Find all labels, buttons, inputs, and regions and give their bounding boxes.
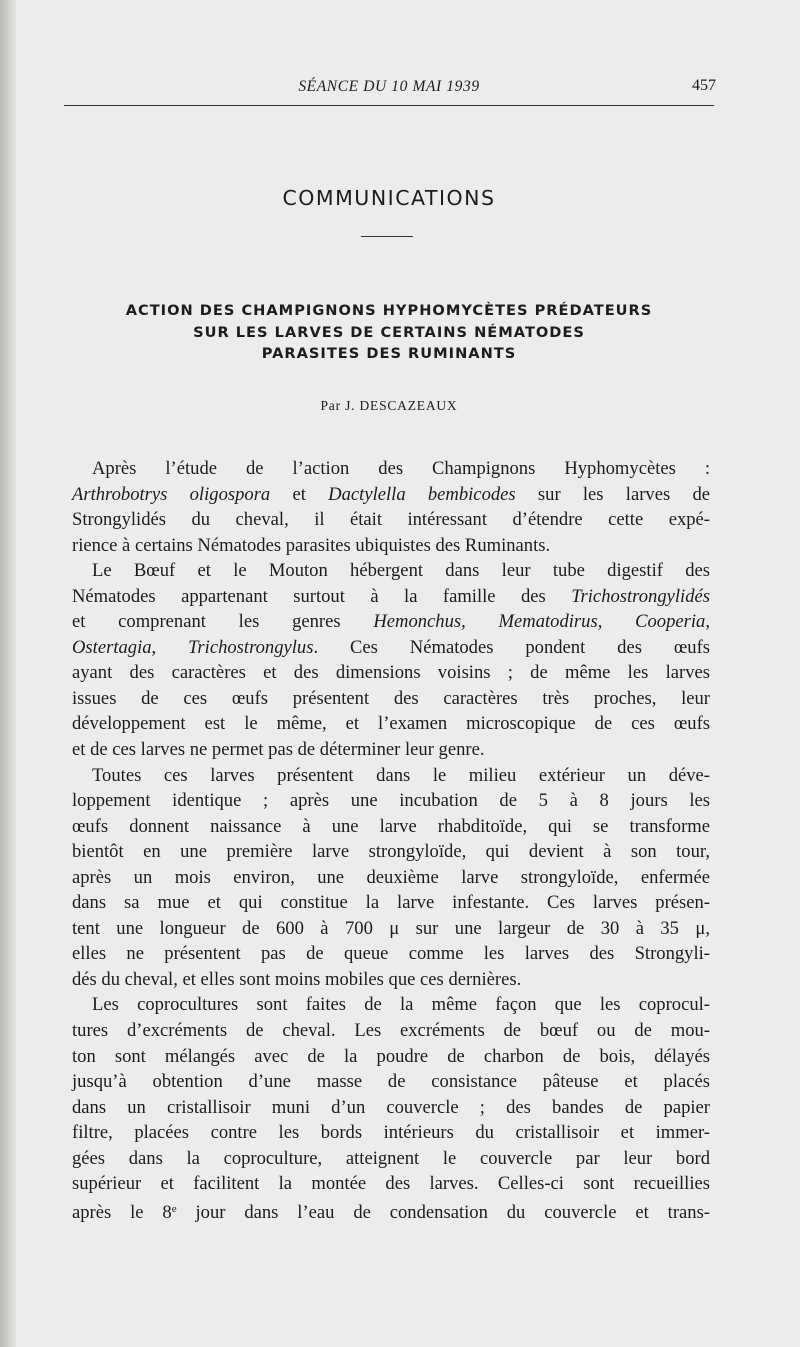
- article-body: [72, 456, 710, 1222]
- text-line: et de ces larves ne permet pas de déterminer leur genre.: [72, 739, 485, 761]
- text-line: dés du cheval, et elles sont moins mobiles que ces dernières.: [72, 968, 522, 990]
- text-line: jusqu’à obtention d’une masse de consistance pâteuse et placés: [72, 1071, 710, 1093]
- genus-name: Cooperia: [635, 611, 706, 633]
- text-run: Nématodes appartenant surtout à la famille des: [72, 585, 572, 607]
- text-line: ton sont mélangés avec de la poudre de charbon de bois, délayés: [72, 1045, 710, 1067]
- article-title-line: SUR LES LARVES DE CERTAINS NÉMATODES: [193, 323, 585, 341]
- article-title-line: ACTION DES CHAMPIGNONS HYPHOMYCÈTES PRÉDATEURS: [125, 302, 653, 319]
- text-run: jour dans l’eau de condensation du couvercle et trans-: [176, 1201, 711, 1223]
- text-line: issues de ces œufs présentent des caractères très proches, leur: [72, 687, 710, 709]
- text-run: ,: [151, 636, 189, 658]
- genus-name: Trichostrongylus: [188, 636, 314, 658]
- text-line: supérieur et facilitent la montée des larves. Celles-ci sont recueillies: [72, 1173, 710, 1195]
- text-line: Après l’étude de l’action des Champignons Hyphomycètes :: [92, 458, 710, 479]
- species-name: Arthrobotrys oligospora: [72, 483, 271, 505]
- text-line: [72, 482, 710, 508]
- text-line: après un mois environ, une deuxième larve strongyloïde, enfermée: [72, 866, 710, 888]
- page-edge-shadow: [0, 0, 16, 1347]
- text-run: ,: [705, 611, 710, 633]
- header-rule: [64, 105, 714, 106]
- family-name: Trichostrongylidés: [571, 585, 710, 607]
- section-divider: [361, 236, 413, 237]
- text-line: [72, 1197, 710, 1223]
- text-line: loppement identique ; après une incubation de 5 à 8 jours les: [72, 790, 710, 812]
- page-number: 457: [692, 77, 716, 94]
- text-line: œufs donnent naissance à une larve rhabditoïde, qui se transforme: [72, 815, 710, 837]
- text-line: Toutes ces larves présentent dans le milieu extérieur un déve-: [92, 764, 710, 786]
- text-line: dans sa mue et qui constitue la larve infestante. Ces larves présen-: [72, 892, 710, 914]
- text-line: filtre, placées contre les bords intérieurs du cristallisoir et immer-: [72, 1122, 710, 1144]
- genus-name: Hemonchus: [373, 611, 462, 633]
- section-title: COMMUNICATIONS: [282, 186, 496, 210]
- text-line: dans un cristallisoir muni d’un couvercle ; des bandes de papier: [72, 1096, 710, 1118]
- text-run: ,: [597, 611, 636, 633]
- text-line: bientôt en une première larve strongyloïde, qui devient à son tour,: [72, 841, 710, 863]
- text-run: . Ces Nématodes pondent des œufs: [313, 636, 710, 658]
- text-line: rience à certains Nématodes parasites ubiquistes des Ruminants.: [72, 534, 551, 556]
- genus-name: Ostertagia: [72, 636, 152, 658]
- species-name: Dactylella bembicodes: [328, 483, 516, 505]
- running-title: SÉANCE DU 10 MAI 1939: [298, 78, 480, 95]
- genus-name: Mematodirus: [498, 611, 598, 633]
- article-title: [56, 300, 722, 365]
- running-header: [64, 72, 714, 106]
- text-line: tent une longueur de 600 à 700 μ sur une largeur de 30 à 35 μ,: [72, 917, 710, 939]
- text-line: elles ne présentent pas de queue comme les larves des Strongyli-: [72, 943, 710, 965]
- text-line: développement est le même, et l’examen microscopique de ces œufs: [72, 713, 710, 735]
- byline: Par J. DESCAZEAUX: [320, 398, 458, 413]
- text-line: ayant des caractères et des dimensions voisins ; de même les larves: [72, 662, 710, 684]
- superscript: e: [171, 1202, 177, 1215]
- text-run: après le 8: [72, 1201, 172, 1223]
- text-run: sur les larves de: [515, 483, 711, 505]
- article-title-line: PARASITES DES RUMINANTS: [261, 345, 517, 362]
- text-line: [72, 609, 710, 635]
- text-line: Les coprocultures sont faites de la même façon que les coprocul-: [92, 994, 710, 1016]
- text-line: gées dans la coproculture, atteignent le couvercle par leur bord: [72, 1147, 710, 1169]
- text-run: et: [270, 483, 329, 505]
- text-line: tures d’excréments de cheval. Les excréments de bœuf ou de mou-: [72, 1020, 710, 1042]
- text-run: et comprenant les genres: [72, 611, 374, 633]
- text-line: [72, 635, 710, 661]
- text-line: Le Bœuf et le Mouton hébergent dans leur tube digestif des: [92, 560, 710, 582]
- text-line: [72, 584, 710, 610]
- text-line: Strongylidés du cheval, il était intéressant d’étendre cette expé-: [72, 509, 710, 531]
- text-run: ,: [461, 611, 499, 633]
